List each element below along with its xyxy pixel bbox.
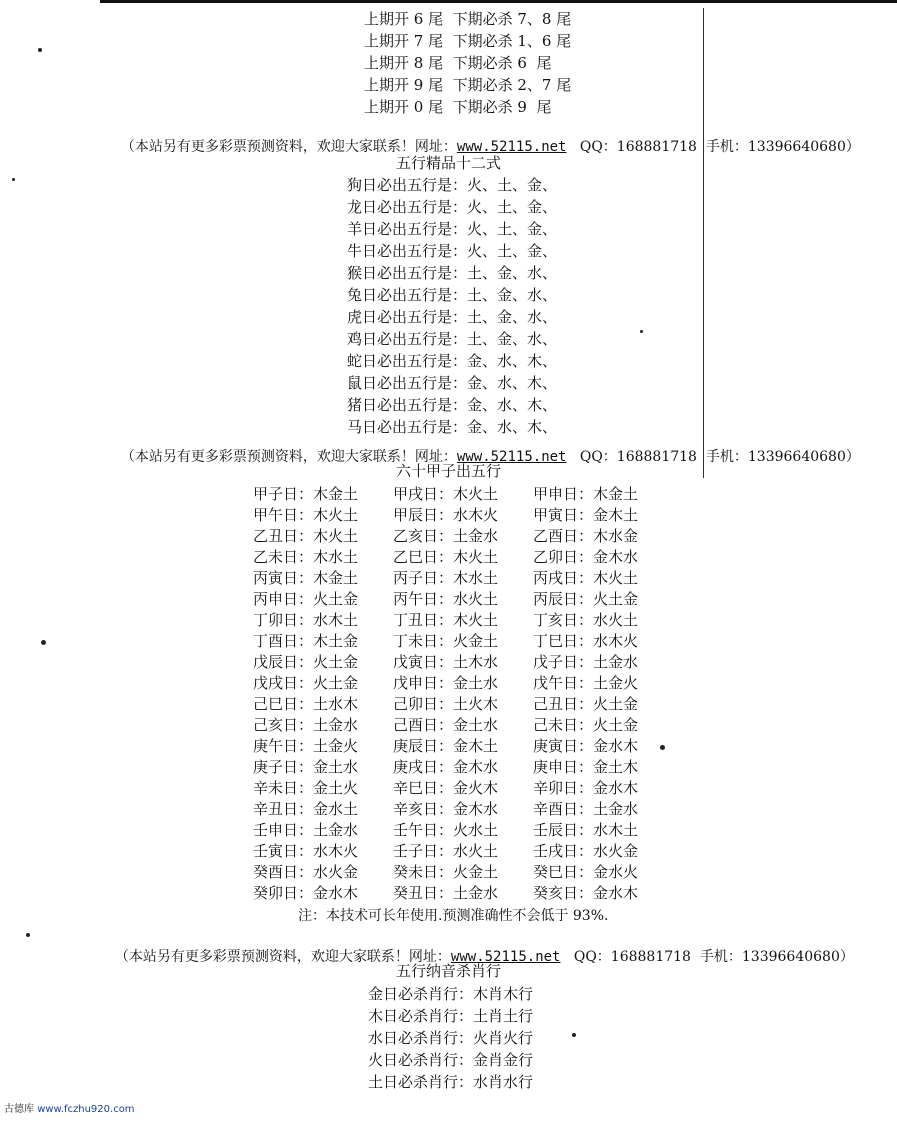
table-row (253, 567, 663, 588)
contact-phone: 手机：13396640680） (705, 449, 860, 465)
table-cell: 己未日：火土金 (533, 716, 639, 734)
contact-url[interactable]: www.52115.net (456, 449, 567, 465)
contact-qq: QQ：168881718 (573, 949, 691, 965)
table-cell: 戊申日：金土水 (393, 674, 499, 692)
table-row (253, 714, 663, 735)
contact-line (112, 114, 860, 155)
table-cell: 丁巳日：水木火 (533, 632, 639, 650)
table-cell: 丙午日：水火土 (393, 590, 499, 608)
table-cell: 己卯日：土火木 (393, 695, 499, 713)
table-cell: 庚寅日：金水木 (533, 737, 639, 755)
table-row (253, 651, 663, 672)
table-cell: 丁丑日：木火土 (393, 611, 499, 629)
table-cell: 戊午日：土金火 (533, 674, 639, 692)
table-cell: 乙卯日：金木水 (533, 548, 639, 566)
contact-phone: 手机：13396640680） (699, 949, 854, 965)
table-cell: 戊辰日：火土金 (253, 653, 359, 671)
table-cell: 壬寅日：水木火 (253, 842, 359, 860)
table-row (253, 588, 663, 609)
tail-line: 上期开 8 尾 下期必杀 6 尾 (364, 54, 552, 72)
section3-title: 五行纳音杀肖行 (395, 962, 501, 980)
ganzhi-table (253, 483, 663, 903)
table-cell: 庚辰日：金木土 (393, 737, 499, 755)
list-item: 龙日必出五行是：火、土、金、 (347, 198, 558, 216)
list-item: 土日必杀肖行：水肖水行 (368, 1073, 534, 1091)
table-cell: 己酉日：金土水 (393, 716, 499, 734)
table-cell: 甲子日：木金土 (253, 485, 359, 503)
table-row (253, 525, 663, 546)
table-cell: 辛丑日：金水土 (253, 800, 359, 818)
table-cell: 己亥日：土金水 (253, 716, 359, 734)
table-cell: 丙辰日：火土金 (533, 590, 639, 608)
tail-section (0, 8, 897, 118)
table-cell: 丙申日：火土金 (253, 590, 359, 608)
table-cell: 丁酉日：木土金 (253, 632, 359, 650)
table-cell: 壬午日：火水土 (393, 821, 499, 839)
table-cell: 丙子日：木水土 (393, 569, 499, 587)
table-cell: 庚子日：金土水 (253, 758, 359, 776)
contact-prefix: （本站另有更多彩票预测资料，欢迎大家联系！网址： (114, 949, 451, 965)
scan-speck (41, 640, 46, 645)
table-cell: 戊戌日：火土金 (253, 674, 359, 692)
note-text: 注：本技术可长年使用.预测准确性不会低于 93%. (298, 908, 609, 924)
list-item: 虎日必出五行是：土、金、水、 (347, 308, 558, 326)
table-cell: 癸卯日：金水木 (253, 884, 359, 902)
table-cell: 壬辰日：水木土 (533, 821, 639, 839)
contact-url[interactable]: www.52115.net (456, 139, 567, 155)
table-cell: 乙亥日：土金水 (393, 527, 499, 545)
table-row (253, 693, 663, 714)
table-row (253, 840, 663, 861)
list-item: 水日必杀肖行：火肖火行 (368, 1029, 534, 1047)
contact-prefix: （本站另有更多彩票预测资料，欢迎大家联系！网址： (120, 449, 457, 465)
table-row (253, 882, 663, 903)
table-cell: 甲午日：木火土 (253, 506, 359, 524)
scan-speck (12, 178, 15, 181)
table-cell: 丁亥日：水火土 (533, 611, 639, 629)
table-row (253, 756, 663, 777)
table-cell: 乙酉日：木水金 (533, 527, 639, 545)
table-cell: 癸丑日：土金水 (393, 884, 499, 902)
scan-speck (38, 48, 42, 52)
watermark-url[interactable]: www.fczhu920.com (37, 1104, 135, 1115)
table-cell: 己巳日：土水木 (253, 695, 359, 713)
list-item: 羊日必出五行是：火、土、金、 (347, 220, 558, 238)
table-cell: 癸亥日：金水木 (533, 884, 639, 902)
watermark (4, 1100, 135, 1115)
section1-title: 五行精品十二式 (395, 154, 501, 172)
table-cell: 庚戌日：金木水 (393, 758, 499, 776)
table-row (253, 819, 663, 840)
contact-qq: QQ：168881718 (579, 139, 697, 155)
tail-line: 上期开 0 尾 下期必杀 9 尾 (364, 98, 552, 116)
contact-qq: QQ：168881718 (579, 449, 697, 465)
list-item: 蛇日必出五行是：金、水、木、 (347, 352, 558, 370)
tail-line: 上期开 7 尾 下期必杀 1、6 尾 (364, 32, 572, 50)
table-row (253, 861, 663, 882)
table-cell: 乙丑日：木火土 (253, 527, 359, 545)
contact-url[interactable]: www.52115.net (450, 949, 561, 965)
scan-speck (572, 1033, 576, 1037)
table-cell: 丁卯日：水木土 (253, 611, 359, 629)
list-item: 马日必出五行是：金、水、木、 (347, 418, 558, 436)
table-cell: 甲辰日：水木火 (393, 506, 499, 524)
table-cell: 壬申日：土金水 (253, 821, 359, 839)
scan-speck (640, 330, 643, 333)
table-cell: 壬子日：水火土 (393, 842, 499, 860)
list-item: 牛日必出五行是：火、土、金、 (347, 242, 558, 260)
table-cell: 辛酉日：土金水 (533, 800, 639, 818)
table-row (253, 504, 663, 525)
list-item: 狗日必出五行是：火、土、金、 (347, 176, 558, 194)
table-row (253, 609, 663, 630)
table-cell: 甲戌日：木火土 (393, 485, 499, 503)
table-row (253, 630, 663, 651)
table-cell: 甲申日：木金土 (533, 485, 639, 503)
table-cell: 丙寅日：木金土 (253, 569, 359, 587)
list-item: 猴日必出五行是：土、金、水、 (347, 264, 558, 282)
list-item: 鸡日必出五行是：土、金、水、 (347, 330, 558, 348)
section1-list (0, 174, 897, 438)
contact-line (112, 424, 860, 465)
table-cell: 甲寅日：金木土 (533, 506, 639, 524)
table-cell: 辛亥日：金木水 (393, 800, 499, 818)
scan-speck (660, 745, 665, 750)
tail-line: 上期开 6 尾 下期必杀 7、8 尾 (364, 10, 572, 28)
table-cell: 丙戌日：木火土 (533, 569, 639, 587)
contact-prefix: （本站另有更多彩票预测资料，欢迎大家联系！网址： (120, 139, 457, 155)
table-cell: 乙巳日：木火土 (393, 548, 499, 566)
table-cell: 癸未日：火金土 (393, 863, 499, 881)
table-row (253, 672, 663, 693)
contact-phone: 手机：13396640680） (705, 139, 860, 155)
list-item: 猪日必出五行是：金、水、木、 (347, 396, 558, 414)
list-item: 鼠日必出五行是：金、水、木、 (347, 374, 558, 392)
watermark-label: 古德库 (4, 1104, 34, 1115)
table-row (253, 483, 663, 504)
table-row (253, 798, 663, 819)
list-item: 火日必杀肖行：金肖金行 (368, 1051, 534, 1069)
top-rule (100, 0, 897, 3)
table-cell: 癸巳日：金水火 (533, 863, 639, 881)
table-cell: 辛未日：金土火 (253, 779, 359, 797)
table-cell: 庚午日：土金火 (253, 737, 359, 755)
table-row (253, 546, 663, 567)
table-cell: 乙未日：木水土 (253, 548, 359, 566)
table-cell: 己丑日：火土金 (533, 695, 639, 713)
table-cell: 壬戌日：水火金 (533, 842, 639, 860)
table-cell: 丁未日：火金土 (393, 632, 499, 650)
table-row (253, 735, 663, 756)
list-item: 木日必杀肖行：土肖土行 (368, 1007, 534, 1025)
table-cell: 辛卯日：金水木 (533, 779, 639, 797)
table-cell: 癸酉日：水火金 (253, 863, 359, 881)
table-cell: 戊寅日：土木水 (393, 653, 499, 671)
list-item: 兔日必出五行是：土、金、水、 (347, 286, 558, 304)
table-cell: 戊子日：土金水 (533, 653, 639, 671)
section2-title: 六十甲子出五行 (395, 462, 501, 480)
table-cell: 辛巳日：金火木 (393, 779, 499, 797)
section3-list (0, 983, 897, 1093)
list-item: 金日必杀肖行：木肖木行 (368, 985, 534, 1003)
table-row (253, 777, 663, 798)
contact-line (106, 924, 854, 965)
scan-speck (26, 933, 30, 937)
tail-line: 上期开 9 尾 下期必杀 2、7 尾 (364, 76, 572, 94)
table-cell: 庚申日：金土木 (533, 758, 639, 776)
